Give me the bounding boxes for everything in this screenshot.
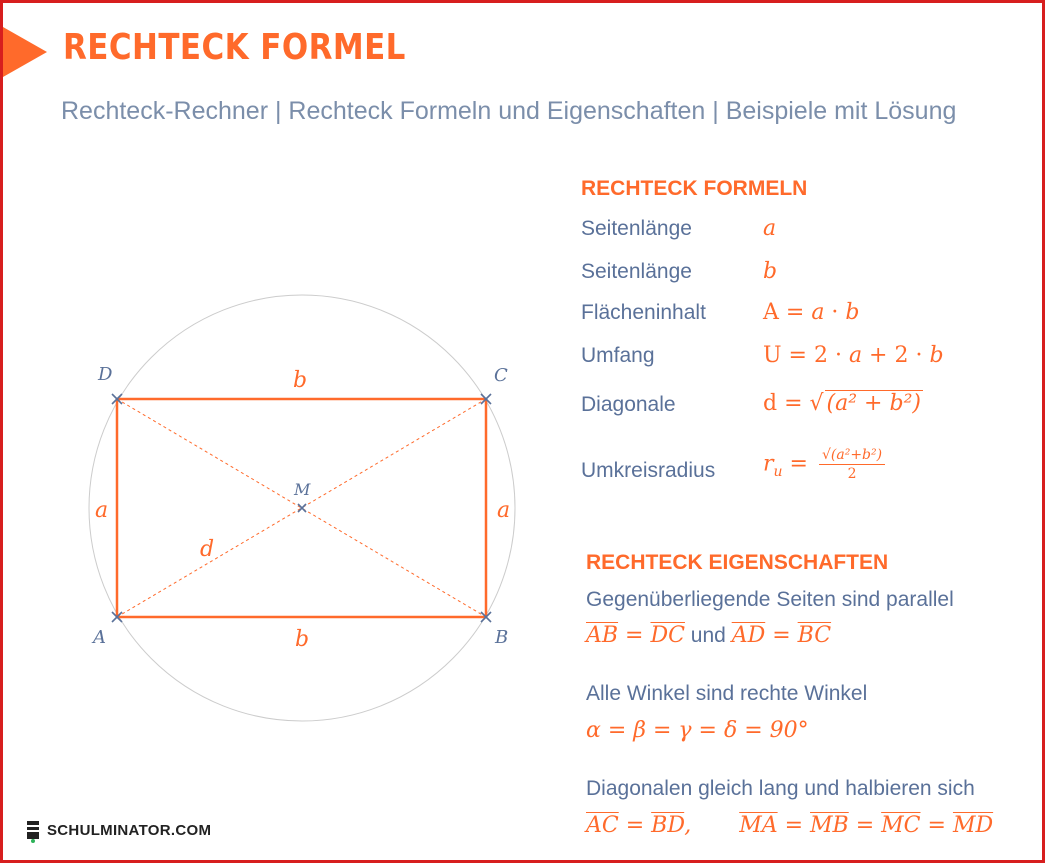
owl-logo-icon	[27, 821, 39, 839]
property-text-diagonals: Diagonalen gleich lang und halbieren sich	[586, 777, 975, 800]
center-label-m: M	[294, 480, 311, 499]
vertex-mark-m	[298, 504, 306, 512]
property-text-parallel: Gegenüberliegende Seiten sind parallel	[586, 588, 954, 611]
formula-label-perimeter: Umfang	[581, 344, 655, 367]
brand-name: SCHULMINATOR.COM	[47, 821, 212, 839]
formula-label-diagonal: Diagonale	[581, 393, 676, 416]
formula-expr-circumradius: $r_u$ = $\frac{\text{√(a²+b²)}}{2}$	[763, 446, 885, 483]
formula-expr-side-b: b	[763, 259, 778, 284]
side-label-left: a	[95, 498, 109, 523]
vertex-marks	[112, 394, 491, 622]
brand[interactable]	[27, 821, 211, 839]
vertex-label-c: C	[494, 365, 508, 386]
side-label-top: b	[293, 368, 308, 393]
vertex-label-b: B	[495, 627, 509, 648]
formula-expr-side-a: a	[763, 216, 777, 241]
vertex-label-d: D	[98, 364, 113, 385]
vertex-label-a: A	[93, 627, 106, 648]
formula-expr-diagonal: d = √ (a² + b²)	[763, 391, 921, 416]
formula-label-side-a: Seitenlänge	[581, 217, 692, 240]
rectangle-diagram	[3, 3, 1045, 863]
formula-expr-area: A = a · b	[763, 300, 860, 325]
property-expr-diagonals: $\overline{AC} = \overline{BD}$, $\overline{MA} = \overline{MB} = \overline{MC} = \overline{MD}$	[586, 813, 994, 838]
diagonal-label: d	[200, 537, 215, 562]
side-label-right: a	[497, 498, 511, 523]
property-expr-parallel: $\overline{AB} = \overline{DC}$ und $\overline{AD} = \overline{BC}$	[586, 623, 832, 648]
property-text-angles: Alle Winkel sind rechte Winkel	[586, 682, 868, 705]
formula-expr-perimeter: U = 2 · a + 2 · b	[763, 343, 944, 368]
formulas-heading: RECHTECK FORMELN	[581, 177, 808, 200]
formula-label-circumradius: Umkreisradius	[581, 459, 716, 482]
formula-label-area: Flächeninhalt	[581, 301, 706, 324]
properties-heading: RECHTECK EIGENSCHAFTEN	[586, 551, 889, 574]
page-subtitle: Rechteck-Rechner | Rechteck Formeln und Eigenschaften | Beispiele mit Lösung	[61, 97, 957, 125]
side-label-bottom: b	[295, 627, 310, 652]
formula-label-side-b: Seitenlänge	[581, 260, 692, 283]
page-title: RECHTECK FORMEL	[63, 27, 406, 68]
property-expr-angles: α = β = γ = δ = 90°	[586, 718, 809, 743]
